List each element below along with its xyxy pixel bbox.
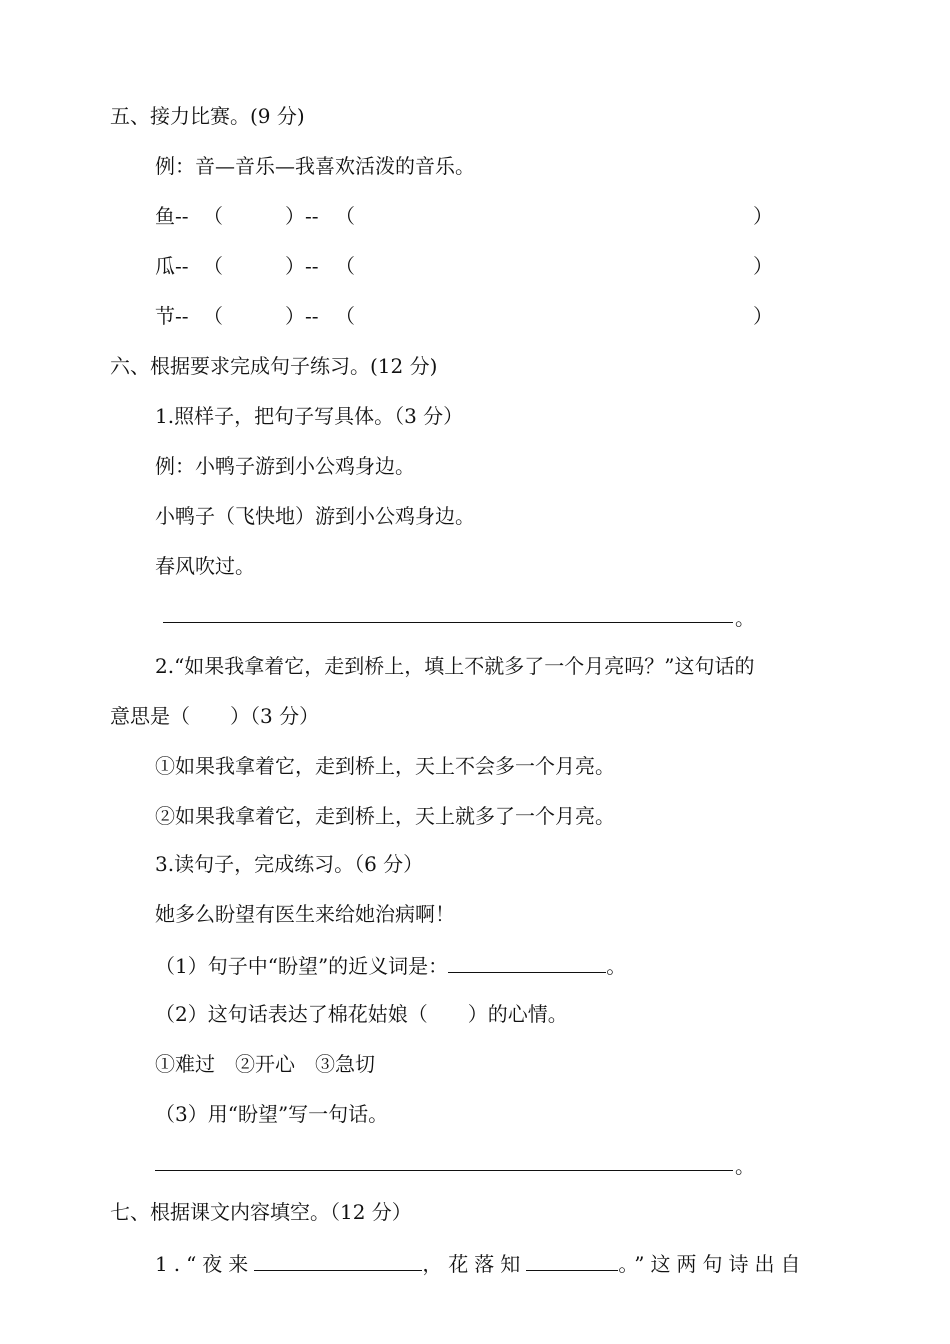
row-dash: -- bbox=[175, 204, 189, 228]
row-close2: ） bbox=[753, 204, 773, 228]
section7-q1 bbox=[155, 1248, 807, 1276]
relay-row-1 bbox=[155, 202, 775, 230]
row-dash: -- bbox=[175, 304, 189, 328]
row-open2: （ bbox=[335, 204, 355, 228]
q3-sub3: （3）用“盼望”写一句话。 bbox=[155, 1102, 389, 1126]
q2-option-2: ②如果我拿着它，走到桥上，天上就多了一个月亮。 bbox=[155, 804, 615, 828]
row-open2: （ bbox=[335, 254, 355, 278]
answer-line-q3[interactable] bbox=[155, 1170, 733, 1171]
q1-title: 1.照样子，把句子写具体。（3 分） bbox=[155, 404, 464, 428]
q3-title: 3.读句子，完成练习。（6 分） bbox=[155, 852, 424, 876]
q3-sub1-text: （1）句子中“盼望”的近义词是： bbox=[155, 954, 449, 978]
row-dash2: -- bbox=[305, 304, 319, 328]
row-open1: （ bbox=[203, 304, 223, 328]
q3-sub2: （2）这句话表达了棉花姑娘（ ）的心情。 bbox=[155, 1002, 568, 1026]
poem-text-b: ，花落知 bbox=[422, 1252, 527, 1276]
row-char: 瓜 bbox=[155, 254, 175, 278]
q2-option-1: ①如果我拿着它，走到桥上，天上不会多一个月亮。 bbox=[155, 754, 615, 778]
poem-text-c: 。”这两句诗出自 bbox=[618, 1252, 807, 1276]
row-dash2: -- bbox=[305, 204, 319, 228]
row-dash2: -- bbox=[305, 254, 319, 278]
row-open1: （ bbox=[203, 204, 223, 228]
row-char: 鱼 bbox=[155, 204, 175, 228]
section7-title: 七、根据课文内容填空。（12 分） bbox=[110, 1200, 412, 1224]
row-open2: （ bbox=[335, 304, 355, 328]
q2-line1: 2.“如果我拿着它，走到桥上，填上不就多了一个月亮吗？”这句话的 bbox=[155, 654, 755, 678]
answer-line-q1-period: 。 bbox=[735, 606, 755, 630]
q1-example-expanded: 小鸭子（飞快地）游到小公鸡身边。 bbox=[155, 504, 475, 528]
q1-prompt: 春风吹过。 bbox=[155, 554, 255, 578]
relay-row-2 bbox=[155, 252, 775, 280]
row-close2: ） bbox=[753, 254, 773, 278]
row-open1: （ bbox=[203, 254, 223, 278]
synonym-blank[interactable] bbox=[448, 950, 606, 973]
row-close1: ） bbox=[285, 204, 305, 228]
row-char: 节 bbox=[155, 304, 175, 328]
row-dash: -- bbox=[175, 254, 189, 278]
row-close1: ） bbox=[285, 254, 305, 278]
row-close1: ） bbox=[285, 304, 305, 328]
answer-line-q1[interactable] bbox=[163, 622, 733, 623]
section6-title: 六、根据要求完成句子练习。(12 分) bbox=[110, 354, 438, 378]
q3-options: ①难过 ②开心 ③急切 bbox=[155, 1052, 375, 1076]
section5-title: 五、接力比赛。(9 分) bbox=[110, 104, 305, 128]
poem-text-a: 1.“夜来 bbox=[155, 1252, 255, 1276]
section5-example: 例：音—音乐—我喜欢活泼的音乐。 bbox=[155, 154, 475, 178]
poem-blank-2[interactable] bbox=[526, 1248, 618, 1271]
poem-blank-1[interactable] bbox=[254, 1248, 422, 1271]
relay-row-3 bbox=[155, 302, 775, 330]
q1-example: 例：小鸭子游到小公鸡身边。 bbox=[155, 454, 415, 478]
q3-sentence: 她多么盼望有医生来给她治病啊！ bbox=[155, 902, 455, 926]
answer-line-q3-period: 。 bbox=[735, 1154, 755, 1178]
q3-sub1-period: 。 bbox=[606, 954, 627, 978]
q2-line2: 意思是（ ）（3 分） bbox=[110, 704, 320, 728]
q3-sub1 bbox=[155, 950, 626, 978]
row-close2: ） bbox=[753, 304, 773, 328]
